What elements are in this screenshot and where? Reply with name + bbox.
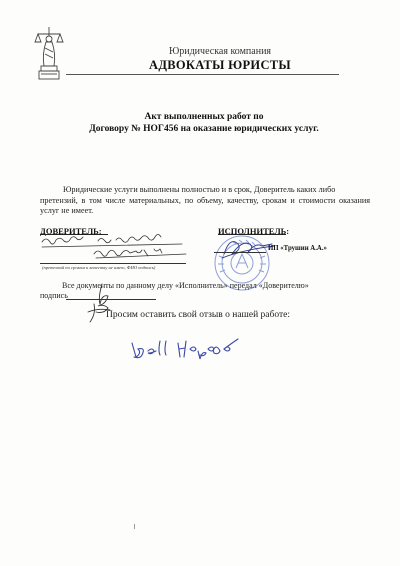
handwritten-review (128, 335, 248, 365)
act-paragraph (40, 185, 370, 217)
title-line-1: Акт выполненных работ по (144, 112, 264, 122)
podpis-label: подпись (40, 291, 68, 300)
company-name: АДВОКАТЫ ЮРИСТЫ (149, 58, 291, 72)
title-line-2: Договору № НОГ456 на оказание юридических услуг. (89, 124, 319, 134)
paragraph-line-1: Юридические услуги выполнены полностью и в срок, Доверитель каких либо (63, 185, 336, 194)
contractor-name: ИП «Трушин А.А.» (268, 245, 327, 252)
company-subtitle: Юридическая компания (168, 46, 272, 57)
themis-statue-icon (34, 24, 64, 82)
contractor-label: ИСПОЛНИТЕЛЬ: (218, 226, 290, 236)
review-request: Просим оставить свой отзыв о нашей работе: (106, 310, 290, 320)
contractor-signature-line (214, 252, 266, 253)
documents-transfer-text: Все документы по данному делу «Исполнитель» передал «Доверителю» (62, 281, 309, 290)
principal-label: ДОВЕРИТЕЛЬ: (40, 226, 102, 236)
page-mark (134, 524, 135, 529)
principal-caption: (претензий по срокам и качеству не имею, ФИО подпись) (42, 265, 156, 270)
company-header (130, 46, 310, 72)
principal-signature-line (40, 263, 186, 264)
header-divider (66, 74, 339, 75)
paragraph-rest: претензий, в том числе материальных, по объему, качеству, срокам и стоимости оказания услуг не имеет. (40, 195, 370, 215)
document-title (40, 111, 368, 135)
